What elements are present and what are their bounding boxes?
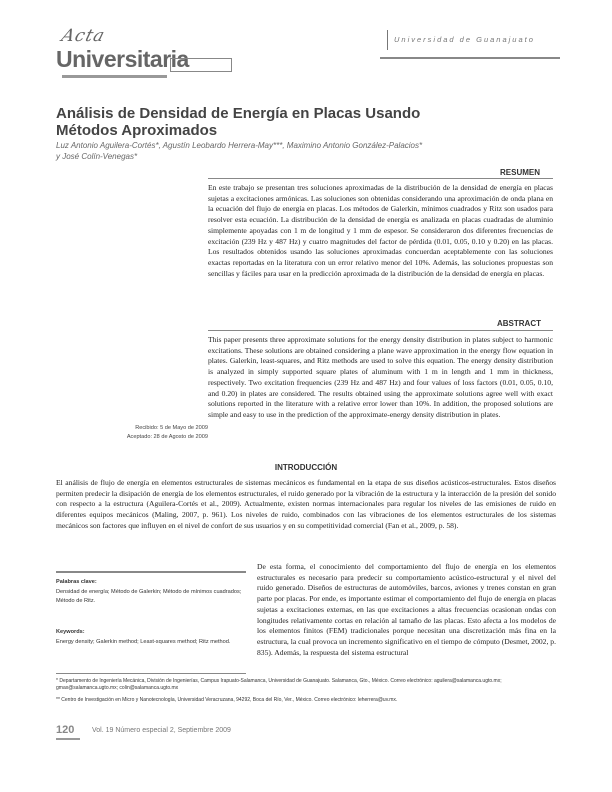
logo-box [170, 58, 232, 72]
keywords-en-text: Energy density; Galerkin method; Least-squares method; Ritz method. [56, 639, 231, 645]
resumen-rule [208, 178, 553, 179]
footnote-1: * Departamento de Ingeniería Mecánica, División de Ingenierías, Campus Irapuato-Salamanca, Universidad de Guanajuato. Salamanca, Gto., México. Correo electrónico: aguilera@salamanca.ugto.mx; gmax@salamanca.ugto.mx; colin@salamanca.ugto.mx [56, 678, 502, 691]
keywords-rule [56, 571, 246, 573]
keywords-es [56, 578, 244, 606]
intro-paragraph-1: El análisis de flujo de energía en elementos estructurales de sistemas mecánicos es fundamental en la etapa de sus diseños acústicos-estructurales. Estos diseños permiten predecir la disipación de energía de los elementos estructurales, el ruido generado por la vibración de la estructura y la interacción de la presión del sonido con respecto a la estructura (Aguilera-Cortés et al., 2009). Actualmente, existen normas internacionales para regular los niveles de las emisiones de ruido en diferentes equipos mecánicos (Maling, 2007, p. 961). Los niveles de ruido, combinados con las vibraciones de los elementos estructurales de los sistemas mecánicos son factores que influyen en el nivel de confort de sus usuarios y en su competitividad comercial (Fan et al., 2009, p. 58). [56, 478, 556, 530]
logo-underline [62, 75, 167, 78]
abstract-rule [208, 330, 553, 331]
intro-heading: INTRODUCCIÓN [274, 463, 338, 472]
header-rule [380, 57, 560, 59]
title-line-1: Análisis de Densidad de Energía en Placas Usando [56, 105, 421, 122]
footnote-rule [56, 673, 246, 674]
keywords-es-text: Densidad de energía; Método de Galerkin; Método de mínimos cuadrados; Método de Ritz. [56, 589, 242, 604]
page-number: 120 [56, 724, 75, 736]
accepted-date: Aceptado: 28 de Agosto de 2009 [126, 433, 208, 440]
title-line-2: Métodos Aproximados [56, 122, 218, 139]
authors-line-2: y José Colín-Venegas* [56, 152, 138, 161]
abstract-heading: ABSTRACT [497, 319, 541, 328]
abstract-text: This paper presents three approximate solutions for the energy density distribution in plates subject to harmonic excitations. These solutions are obtained considering a plane wave approximation in the energy flow equation in plates. Galerkin, least-squares, and Ritz methods are used to solve this equation. The energy density distribution is analyzed in simply supported square plates of aluminum with 1 m in length and 1 mm in thickness, respectively. Two excitation frequencies (239 Hz and 487 Hz) and four values of loss factors (0.01, 0.05, 0.10, and 0.20) in plates are considered. The results obtained using the approximate solutions agree well with exact solutions reported in the literature with a relative error lower than 10%. In addition, the proposed solutions are simple and easy to use in the prediction of the approximate-energy density distribution in plates. [208, 335, 553, 419]
received-date: Recibido: 5 de Mayo de 2009 [135, 425, 208, 431]
article-title [56, 105, 476, 139]
journal-logo-script: Acta [59, 26, 108, 46]
journal-info: Vol. 19 Número especial 2, Septiembre 2009 [92, 727, 231, 734]
keywords-en-label: Keywords: [56, 629, 85, 635]
footnote-2: ** Centro de Investigación en Micro y Nanotecnología, Universidad Veracruzana, 94292, Boca del Río, Ver., México. Correo electrónico: leherrera@uv.mx. [56, 697, 398, 703]
resumen-text: En este trabajo se presentan tres soluciones aproximadas de la distribución de la densidad de energía en placas sujetas a excitaciones armónicas. Las soluciones son obtenidas considerando una aproximación de onda plana en la ecuación del flujo de energía en placas. Los métodos de Galerkin, mínimos cuadrados y Ritz son usados para resolver esta ecuación. La distribución de la densidad de energía es analizada en placas cuadradas de aluminio simplemente apoyadas con 1 m de longitud y 1 mm de espesor. Se consideraron dos diferentes frecuencias de excitación (239 Hz y 487 Hz) y cuatro magnitudes del factor de pérdida (0.01, 0.05, 0.10 y 0.20) en las placas. Los resultados obtenidos usando las soluciones aproximadas concuerdan aceptablemente con las soluciones exactas reportadas en la literatura con un error relativo menor del 10%. Además, las soluciones propuestas son sencillas y fáciles para usar en la predicción aproximada de la distribución de la densidad de energía en placas. [208, 183, 553, 278]
journal-logo: Universitaria [56, 46, 189, 72]
article-dates [92, 424, 208, 441]
resumen-heading: RESUMEN [500, 168, 541, 177]
institution-header: Universidad de Guanajuato [387, 30, 535, 50]
authors [56, 140, 576, 162]
page-number-underline [56, 738, 80, 740]
intro-paragraph-2: De esta forma, el conocimiento del comportamiento del flujo de energía en los elementos estructurales es necesario para predecir su comportamiento acústico-estructural y el nivel del ruido generado. Diseños de estructuras de automóviles, barcos, aviones y trenes constan en gran parte por placas. Por ende, es importante estimar el comportamiento del flujo de energía en placas sujetas a excitaciones externas, en las que excitaciones a altas frecuencias ocasionan ondas con longitudes relativamente cortas en relación al tamaño de las placas. Esto afecta a los modelos de los elementos finitos (FEM) tradicionales porque necesitan una discretización más fina en la estructura, la cual provoca un incremento significativo en el tiempo de cómputo (Desmet, 2002, p. 835). Además, la respuesta del sistema estructural [257, 562, 556, 657]
authors-line-1: Luz Antonio Aguilera-Cortés*, Agustín Leobardo Herrera-May***, Maximino Antonio González-Palacios* [56, 141, 423, 150]
keywords-es-label: Palabras clave: [56, 579, 97, 585]
keywords-en [56, 628, 244, 647]
